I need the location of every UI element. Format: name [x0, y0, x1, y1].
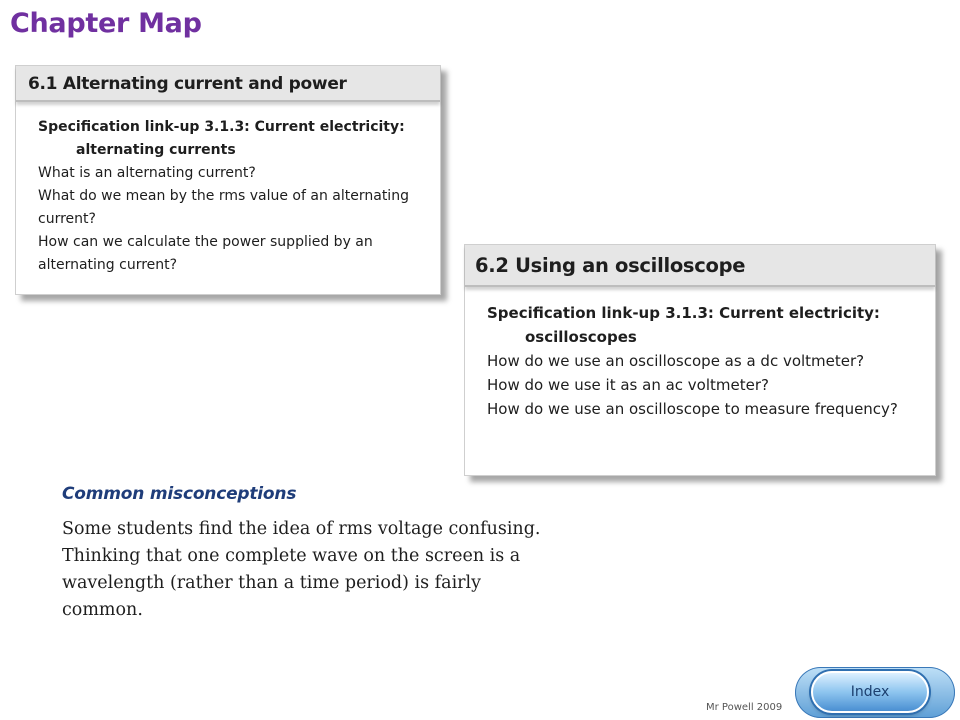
topic-card-body	[465, 287, 935, 421]
question-item: What do we mean by the rms value of an alternating current?	[38, 188, 409, 227]
specification-link	[38, 116, 428, 162]
specification-link	[487, 301, 923, 349]
topic-card-6-1	[15, 65, 441, 295]
topic-card-header: 6.2 Using an oscilloscope	[465, 245, 935, 287]
misconceptions-text: Some students find the idea of rms voltage confusing. Thinking that one complete wave on the screen is a wavelength (rather than a time period) is fairly common.	[62, 519, 541, 620]
question-item: How do we use an oscilloscope as a dc voltmeter?	[487, 352, 865, 370]
topic-card-body	[16, 102, 440, 277]
misconceptions-heading: Common misconceptions	[62, 484, 297, 504]
index-button-frame	[795, 667, 955, 718]
index-button[interactable]: Index	[811, 671, 929, 713]
page-title: Chapter Map	[10, 8, 202, 39]
question-item: How do we use an oscilloscope to measure frequency?	[487, 400, 898, 418]
question-item: What is an alternating current?	[38, 165, 256, 181]
specification-subline: alternating currents	[76, 142, 236, 158]
question-item: How do we use it as an ac voltmeter?	[487, 376, 769, 394]
author-credit: Mr Powell 2009	[706, 702, 783, 713]
question-item: How can we calculate the power supplied by an alternating current?	[38, 234, 373, 273]
specification-subline: oscilloscopes	[525, 328, 637, 346]
specification-line: Specification link-up 3.1.3: Current electricity:	[487, 304, 880, 322]
specification-line: Specification link-up 3.1.3: Current electricity:	[38, 119, 405, 135]
topic-card-header: 6.1 Alternating current and power	[16, 66, 440, 102]
topic-card-6-2	[464, 244, 936, 476]
